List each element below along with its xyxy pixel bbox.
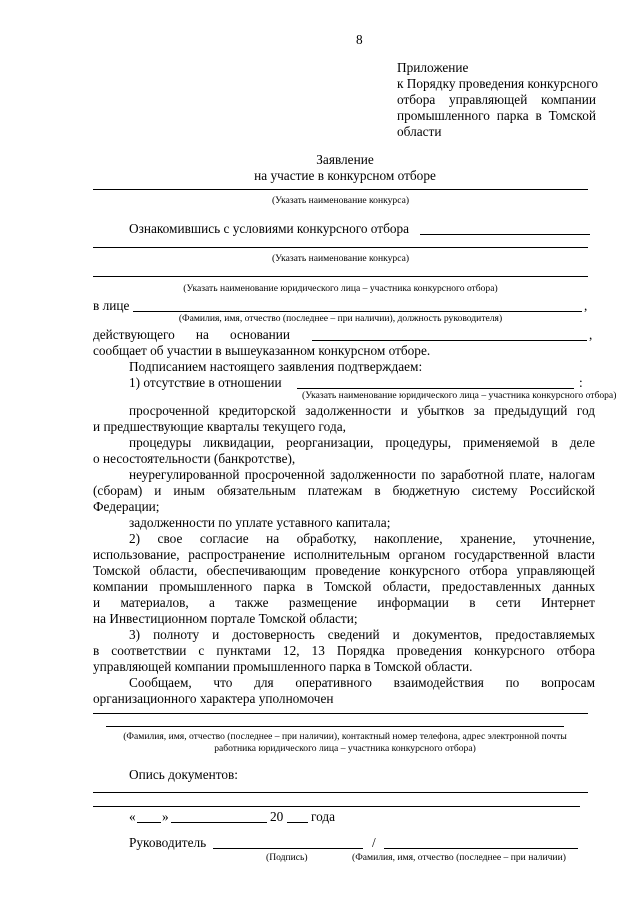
date-suffix: года [311,809,336,824]
person-name-field[interactable] [133,311,582,312]
entity-name-field[interactable] [93,276,588,277]
inform-line-1: Сообщаем, что для оперативного взаимодействия по вопросам [129,675,595,690]
date-close-quote: » [162,809,169,824]
full-name-hint: (Фамилия, имя, отчество (последнее – при наличии) [352,852,566,863]
inventory-field-1[interactable] [93,792,588,793]
acting-on-basis: действующего на основании [93,327,290,342]
manager-label: Руководитель [129,835,207,850]
item-2-line-5: и материалов, а также размещение информации в сети Интернет [93,595,595,610]
signature-hint: (Подпись) [266,852,308,863]
entity-name-hint: (Указать наименование юридического лица – участника конкурсного отбора) [183,283,498,294]
unpaid-line-3: Федерации; [93,499,160,514]
slash: / [372,835,376,850]
inventory-label: Опись документов: [129,767,238,782]
appendix-line-4: области [397,124,442,139]
date-year-field[interactable] [287,822,308,823]
date-month-field[interactable] [171,822,267,823]
contest-name-hint-2: (Указать наименование конкурса) [271,253,410,264]
capital-text: задолженности по уплате уставного капитала; [129,515,391,530]
item-3-line-3: управляющей компании промышленного парка в Томской области. [93,659,473,674]
acquainted-text: Ознакомившись с условиями конкурсного отбора [129,221,410,236]
debt-line-1: просроченной кредиторской задолженности и убытков за предыдущий год [129,403,595,418]
contest-conditions-field[interactable] [420,234,590,235]
procedure-line-2: о несостоятельности (банкротстве), [93,451,296,466]
in-person-label: в лице [93,298,130,313]
debt-line-2: и предшествующие кварталы текущего года, [93,419,346,434]
item-2-line-6: на Инвестиционном портале Томской области; [93,611,358,626]
contest-name-field[interactable] [93,189,588,190]
unpaid-line-1: неурегулированной просроченной задолженности по заработной плате, налогам [129,467,595,482]
entity-name-field-2[interactable] [297,388,574,389]
signature-field[interactable] [213,848,363,849]
item-2-line-2: использование, распространение исполнительным органом государственной власти [93,547,595,562]
document-title: Заявление [316,152,374,167]
date-year-prefix: 20 [270,809,284,824]
appendix-line-2: отбора управляющей компании [397,92,596,107]
procedure-line-1: процедуры ликвидации, реорганизации, процедуры, применяемой в деле [129,435,595,450]
appendix-title: Приложение [397,60,469,75]
item-3-line-2: в соответствии с пунктами 12, 13 Порядка проведения конкурсного отбора [93,643,595,658]
confirms-text: Подписанием настоящего заявления подтверждаем: [129,359,423,374]
comma-1: , [584,298,588,313]
document-subtitle: на участие в конкурсном отборе [254,168,436,183]
item-2-line-3: Томской области, обеспечивающим проведение конкурсного отбора управляющей [93,563,595,578]
person-name-hint: (Фамилия, имя, отчество (последнее – при наличии), должность руководителя) [178,313,503,324]
contest-name-hint: (Указать наименование конкурса) [271,195,410,206]
date-open-quote: « [129,809,136,824]
entity-name-hint-2: (Указать наименование юридического лица – участника конкурсного отбора) [302,390,617,401]
page-number: 8 [356,32,363,47]
reports-text: сообщает об участии в вышеуказанном конкурсном отборе. [93,343,431,358]
colon: : [579,375,583,390]
item-3-line-1: 3) полноту и достоверность сведений и документов, предоставляемых [129,627,595,642]
inform-line-2: организационного характера уполномочен [93,691,334,706]
full-name-field[interactable] [384,848,578,849]
item-2-line-1: 2) свое согласие на обработку, накопление, хранение, уточнение, [129,531,595,546]
item-1-label: 1) отсутствие в отношении [129,375,282,390]
appendix-line-3: промышленного парка в Томской [397,108,596,123]
date-day-field[interactable] [137,822,161,823]
contact-field-1[interactable] [93,713,588,714]
appendix-line-1: к Порядку проведения конкурсного [397,76,599,91]
comma-2: , [589,327,593,342]
unpaid-line-2: (сборам) и иным обязательным платежам в бюджетную систему Российской [93,483,595,498]
basis-field[interactable] [312,340,587,341]
inventory-field-2[interactable] [93,806,580,807]
contest-name-field-2[interactable] [93,247,588,248]
contact-hint-2: работника юридического лица – участника конкурсного отбора) [214,743,476,754]
item-2-line-4: компании промышленного парка в Томской области, предоставленных данных [93,579,595,594]
contact-field-2[interactable] [106,726,564,727]
contact-hint-1: (Фамилия, имя, отчество (последнее – при наличии), контактный номер телефона, адрес электронной почты [123,731,567,742]
